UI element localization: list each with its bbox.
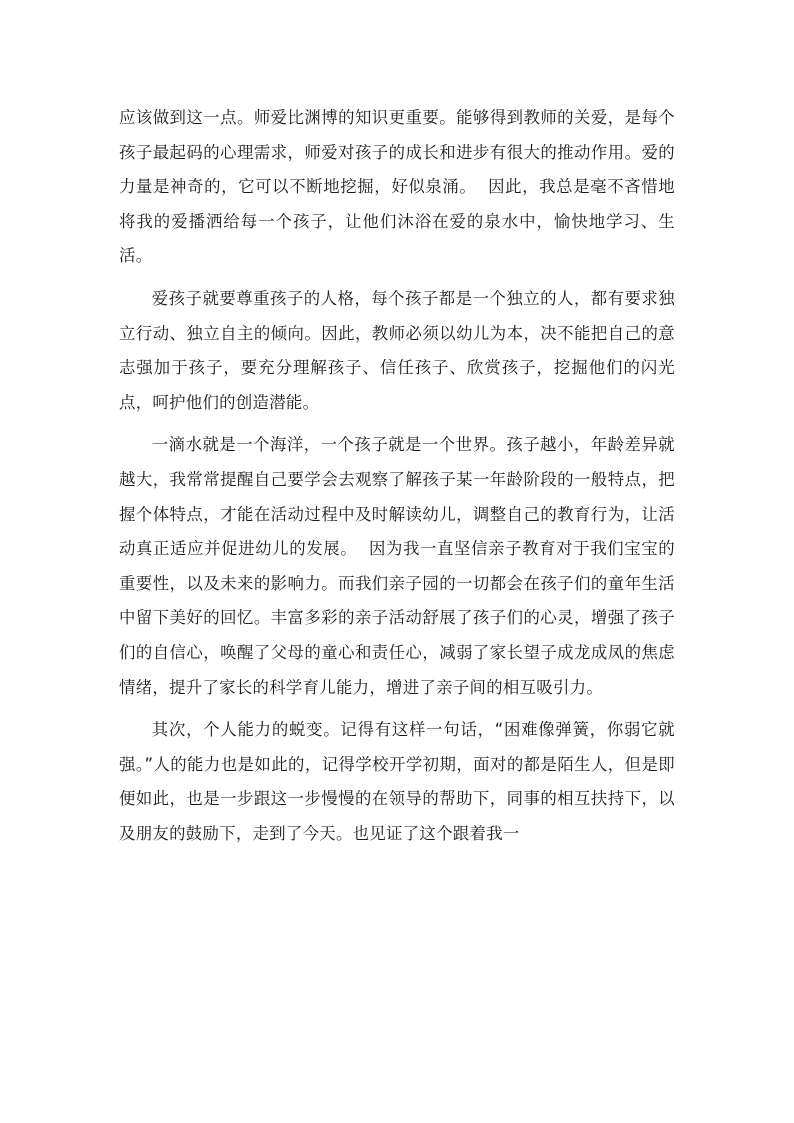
paragraph-4: 其次，个人能力的蜕变。记得有这样一句话，“困难像弹簧，你弱它就强。”人的能力也是如此的，记得学校开学初期，面对的都是陌生人，但是即便如此，也是一步跟这一步慢慢的在领导的帮助下，同事的相互扶持下，以及朋友的鼓励下，走到了今天。也见证了这个跟着我一 — [119, 720, 675, 843]
paragraph-1: 应该做到这一点。师爱比渊博的知识更重要。能够得到教师的关爱，是每个孩子最起码的心理需求，师爱对孩子的成长和进步有很大的推动作用。爱的力量是神奇的，它可以不断地挖掘，好似泉涌。 因此，我总是毫不吝惜地将我的爱播洒给每一个孩子，让他们沐浴在爱的泉水中，愉快地学习、生活。 — [119, 108, 675, 266]
paragraph-3: 一滴水就是一个海洋，一个孩子就是一个世界。孩子越小，年龄差异就越大，我常常提醒自己要学会去观察了解孩子某一年龄阶段的一般特点，把握个体特点，才能在活动过程中及时解读幼儿，调整自己的教育行为，让活动真正适应并促进幼儿的发展。 因为我一直坚信亲子教育对于我们宝宝的重要性，以及未来的影响力。而我们亲子园的一切都会在孩子们的童年生活中留下美好的回忆。丰富多彩的亲子活动舒展了孩子们的心灵，增强了孩子们的自信心，唤醒了父母的童心和责任心，减弱了家长望子成龙成凤的焦虑情绪，提升了家长的科学育儿能力，增进了亲子间的相互吸引力。 — [119, 435, 675, 697]
paragraph-2: 爱孩子就要尊重孩子的人格，每个孩子都是一个独立的人，都有要求独立行动、独立自主的倾向。因此，教师必须以幼儿为本，决不能把自己的意志强加于孩子，要充分理解孩子、信任孩子、欣赏孩子，挖掘他们的闪光点，呵护他们的创造潜能。 — [119, 288, 675, 412]
document-body — [119, 101, 675, 851]
